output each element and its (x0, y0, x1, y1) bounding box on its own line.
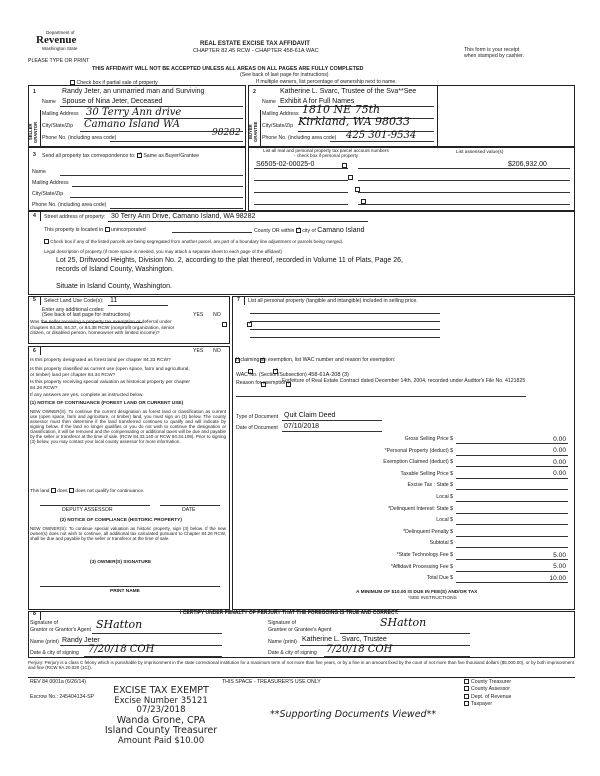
treasurer-copy-check[interactable] (464, 686, 469, 691)
stamp-line-1: EXCISE TAX EXEMPT (113, 685, 209, 696)
doc-date-value: 07/10/2018 (284, 423, 320, 430)
doc-type-label: Type of Document (236, 414, 279, 420)
land-does-not-check[interactable] (69, 488, 74, 493)
tax-row-line (456, 536, 568, 537)
located-label: This property is located in (44, 226, 104, 233)
treasurer-space-label: THIS SPACE - TREASURER'S USE ONLY (222, 679, 321, 685)
section-4-number: 4 (33, 213, 36, 219)
section-2-number: 2 (253, 89, 256, 95)
treasurer-copy-item[interactable] (464, 679, 511, 686)
tax-row-line (456, 455, 568, 456)
send-name-label: Name (32, 169, 46, 175)
segregated-label: Check box if any of the listed parcels are being segregated from another parcel, are part of a boundary line adjustment or parcels being merged. (50, 239, 343, 244)
seller-city-value: Camano Island WA (84, 119, 180, 130)
send-phone-label: Phone No. (including area code) (32, 202, 107, 208)
doc-type-value: Quit Claim Deed (284, 412, 336, 419)
legal-label: Legal description of property (if more space is needed, you may attach a separate sheet to each page of the affidavit) (44, 249, 282, 254)
grantee-name-label: Name (print) (268, 639, 297, 645)
s5-yes-header: YES (193, 312, 204, 318)
tax-row-label: Excise Tax : State $ (407, 482, 453, 489)
section-8-number: 8 (33, 611, 36, 617)
grantor-name-value: Randy Jeter (62, 637, 100, 644)
land-use-value: 11 (110, 297, 118, 304)
stamp-line-6: Amount Paid $10.00 (117, 735, 205, 746)
city-of-label: city of (302, 228, 316, 234)
exemption-claim-label: If claiming an exemption, list WAC number and reason for exemption: (236, 357, 396, 363)
supporting-docs-viewed: **Supporting Documents Viewed** (270, 709, 437, 720)
section-5-number: 5 (33, 297, 36, 303)
parcel-number-1: S6505-02-00025-0 (256, 161, 315, 168)
buyer-grantee-label: BUYER GRANTEE (248, 121, 258, 143)
land-does-check[interactable] (51, 488, 56, 493)
certify-statement: I CERTIFY UNDER PENALTY OF PERJURY THAT THE FOREGOING IS TRUE AND CORRECT. (180, 610, 399, 616)
street-label: Street address of property: (44, 214, 106, 220)
buyer-name-label: Name (262, 99, 276, 105)
partial-sale-check[interactable] (70, 80, 158, 87)
stamp-line-4: Wanda Grone, CPA (116, 714, 206, 726)
treasurer-copy-label: Taxpayer (471, 701, 493, 708)
street-value: 30 Terry Ann Drive, Camano Island, WA 98282 (111, 213, 256, 220)
seller-exemption-question: Was the seller receiving a property tax exemption or deferral under chapters 84.36, 84.37, or 84.38 RCW (nonprofit organization, senior citizen, or disabled person, homeowner with limited income)? (30, 320, 175, 337)
land-use-label: Select Land Use Code(s): (44, 298, 104, 304)
tax-row-line (456, 513, 568, 514)
land-does-not-label: does not qualify for continuance. (75, 488, 145, 494)
wac-value: 458-61A-208 (3) (308, 372, 349, 378)
buyer-mailing-label: Mailing Address (262, 111, 299, 117)
tax-row-line (456, 582, 568, 583)
seller-phone-label: Phone No. (including area code) (42, 135, 117, 141)
s6-no-header: NO (213, 348, 221, 354)
segregated-check[interactable] (44, 239, 49, 244)
city-value: Camano Island (317, 227, 365, 234)
grantor-date-label: Date & city of signing (30, 650, 79, 656)
assessed-header: List assessed value(s) (456, 150, 504, 155)
legal-line-3: Situate in Island County, Washington. (56, 283, 172, 290)
reason-value: Forfeiture of Real Estate Contract dated December 14th, 2004, recorded under Auditor's File No. 4121825 (282, 378, 526, 384)
treasurer-copy-list (464, 679, 511, 709)
wac-label: WAC No. (Section/Subsection) (236, 372, 307, 378)
partial-sale-label: Check box if partial sale of property (76, 79, 158, 86)
same-as-buyer-label: Same as Buyer/Grantee (143, 152, 199, 159)
treasurer-copy-check[interactable] (464, 701, 469, 706)
unincorporated-check[interactable] (105, 227, 110, 232)
form-chapter: CHAPTER 82.45 RCW - CHAPTER 458-61A WAC (193, 48, 319, 54)
s5-no-header: NO (213, 312, 221, 318)
personal-property-check-2[interactable] (348, 175, 353, 180)
tax-row-label: Subtotal $ (429, 540, 453, 547)
tax-row-value: 10.00 (549, 574, 566, 582)
tax-row-label: Total Due $ (426, 575, 453, 582)
treasurer-copy-check[interactable] (464, 679, 469, 684)
notice-continuance-body: NEW OWNER(S): To continue the current designation as forest land or classification as current use (open space, farm and agriculture, or timber) land, you must sign on (3) below. The county assessor must then determine if the land transferred continues to qualify and will indicate by signing below. If the land no longer qualifies or you do not wish to continue the designation or classification, it will be removed and the compensating or additional taxes will be due and payable by the seller or transferor at the time of sale. (RCW 84.33.140 or RCW 84.34.108). Prior to signing (3) below, you may contact your local county assessor for more information. (30, 409, 226, 445)
escrow-number: Escrow No.: 245404134-SP (30, 694, 95, 700)
grantor-date-value: 7/20/18 COH (88, 644, 155, 655)
buyer-city-value: Kirkland, WA 98033 (298, 115, 411, 128)
seller-name-label: Name (42, 99, 56, 105)
tax-row-value: 0.00 (553, 447, 566, 455)
tax-row-line (456, 478, 568, 479)
tax-row-label: Exemption Claimed (deduct) $ (383, 459, 453, 466)
dor-logo-line1: Department of (46, 30, 75, 35)
forest-question: Is this property designated as forest land per chapter 84.33 RCW? (30, 358, 171, 363)
tax-row-value: 5.00 (553, 551, 566, 559)
section-6-number: 6 (33, 348, 36, 354)
seller-exemption-yes[interactable] (222, 322, 227, 327)
dor-logo-line2: Revenue (36, 34, 77, 47)
print-name-label: PRINT NAME (110, 589, 140, 594)
grantor-signature: SHatton (96, 618, 143, 631)
personal-property-label: List all personal property (tangible and intangible) included in selling price. (248, 298, 418, 304)
buyer-phone-label: Phone No. (including area code) (262, 135, 337, 141)
tax-row-label: Local $ (436, 494, 453, 500)
notice-continuance-title: (1) NOTICE OF CONTINUANCE (FOREST LAND OR CURRENT USE) (30, 401, 184, 406)
legal-line-2: records of Island County, Washington. (56, 266, 174, 273)
additional-codes-label: Enter any additional codes: (42, 307, 105, 313)
land-does-label: does (57, 488, 68, 494)
buyer-city-label: City/State/Zip (262, 123, 294, 129)
grantee-sig-label: Signature of (268, 620, 296, 626)
warning-text: THIS AFFIDAVIT WILL NOT BE ACCEPTED UNLESS ALL AREAS ON ALL PAGES ARE FULLY COMPLETED (92, 66, 364, 72)
dor-logo-line3: Washington State (42, 46, 78, 52)
send-correspondence (42, 153, 199, 160)
buyer-name-line-1: Katherine L. Svarc, Trustee of the Sva**See (280, 88, 417, 95)
parcel-header: List all real and personal property tax parcel account numbers - check box if personal property (263, 148, 389, 159)
deputy-date-label: DATE (182, 507, 196, 513)
stamp-line-3: 07/23/2018 (136, 705, 186, 716)
buyer-phone-value: 425 301-9534 (346, 130, 417, 141)
tax-row-label: Local $ (436, 517, 453, 524)
segregated-row (44, 239, 343, 244)
tax-row-label: *Delinquent Penalty $ (403, 528, 453, 535)
treasurer-copy-item[interactable] (464, 686, 511, 693)
tax-row-line (456, 489, 568, 490)
excise-exempt-stamp (96, 686, 226, 746)
deputy-assessor-label: DEPUTY ASSESSOR (62, 507, 113, 513)
tax-row-line (456, 524, 568, 525)
tax-row-value: 0.00 (553, 458, 566, 466)
land-qualify-label: This land (30, 488, 50, 494)
notice-compliance-title: (2) NOTICE OF COMPLIANCE (HISTORIC PROPERTY) (60, 518, 182, 523)
seller-grantor-label: SELLER GRANTOR (28, 121, 38, 143)
tax-row-label: *Affidavit Processing Fee $ (390, 563, 453, 570)
tax-row-label: Gross Selling Price $ (404, 436, 453, 442)
owner-signature-label: (3) OWNER(S) SIGNATURE (90, 560, 152, 565)
personal-property-check-4[interactable] (361, 199, 366, 204)
stamp-line-5: Island County Treasurer (104, 725, 218, 737)
dor-logo (36, 30, 77, 51)
treasurer-copy-label: Dept. of Revenue (471, 693, 512, 700)
land-qualify-row (30, 488, 144, 494)
assessed-value-1: $206,932.00 (508, 161, 547, 168)
please-type: PLEASE TYPE OR PRINT (28, 58, 90, 64)
tax-row-label: *State Technology Fee $ (396, 552, 453, 558)
see-instructions-note: *SEE INSTRUCTIONS (408, 596, 457, 601)
additional-codes-note: (See back of last page for instructions) (42, 312, 131, 318)
current-use-question: Is this property classified as current use (open space, farm and agricultural, or timber) land per chapter 84.34 RCW? (30, 367, 190, 378)
tax-row-line (456, 571, 568, 572)
seller-name-line-2: Spouse of Nina Jeter, Deceased (62, 98, 163, 105)
send-mailing-label: Mailing Address (32, 180, 69, 186)
grantee-signature: SHatton (380, 616, 427, 629)
grantee-name-value: Katherine L. Svarc, Trustee (302, 636, 387, 643)
personal-property-check-1[interactable] (342, 163, 347, 168)
multiple-owners-note: If multiple owners, list percentage of ownership next to name. (256, 79, 397, 85)
treasurer-copy-check[interactable] (464, 694, 469, 699)
buyer-name-line-2: Exhibit A for Full Names (280, 98, 355, 105)
reason-label: Reason for exemption (236, 380, 287, 386)
seller-city-label: City/State/Zip (42, 123, 74, 129)
grantor-name-label: Name (print) (30, 639, 59, 645)
section-3-number: 3 (33, 152, 36, 158)
city-of-check[interactable] (296, 228, 301, 233)
if-yes-note: If any answers are yes, complete as instructed below. (30, 393, 144, 398)
tax-row-line (456, 501, 568, 502)
send-correspondence-label: Send all property tax correspondence to: (42, 152, 136, 159)
tax-row-line (456, 466, 568, 467)
section-2-extension (438, 85, 575, 147)
tax-row-value: 0.00 (553, 470, 566, 478)
form-title: REAL ESTATE EXCISE TAX AFFIDAVIT (200, 41, 310, 47)
grantor-agent-label: Grantor or Grantor's Agent (30, 627, 91, 633)
legal-line-1: Lot 25, Driftwood Heights, Division No. 2, according to the plat thereof, recorded in Volume 11 of Plats, Page 26, (56, 257, 403, 264)
treasurer-copy-item[interactable] (464, 694, 511, 701)
tax-row-line (456, 559, 568, 560)
tax-row-label: Taxable Selling Price $ (400, 470, 453, 477)
tax-row-line (456, 547, 568, 548)
seller-zip-value: 98282 (212, 128, 241, 138)
receipt-note-1: This form is your receipt (464, 47, 520, 53)
unincorporated-label: unincorporated (111, 226, 146, 233)
section-7-number: 7 (237, 297, 240, 303)
perjury-statement: Perjury: Perjury is a class C felony which is punishable by imprisonment in the state correctional institution for a maximum term of not more than five years, or by a fine in an amount fixed by the court of not more than five thousand dollars ($5,000.00), or by both imprisonment and fine (RCW 9A.20.020 (1C)). (28, 660, 575, 671)
county-row (254, 227, 364, 235)
county-label: County OR within (254, 228, 295, 234)
historic-question: Is this property receiving special valuation as historical property per chapter 84.26 RCW? (30, 380, 190, 391)
treasurer-copy-label: County Treasurer (471, 678, 512, 685)
tax-row-label: *Delinquent Interest: State $ (388, 505, 453, 512)
minimum-fee-note: A MINIMUM OF $10.00 IS DUE IN FEE(S) AND/OR TAX (356, 590, 478, 595)
stamp-line-2: Excise Number 35121 (114, 695, 208, 706)
s6-yes-header: YES (193, 348, 204, 354)
seller-mailing-label: Mailing Address (42, 111, 79, 117)
tax-row-value: 5.00 (553, 563, 566, 571)
tax-row-value: 0.00 (553, 435, 566, 443)
notice-compliance-body: NEW OWNER(S): To continue special valuation as historic property, sign (3) below. If the new owner(s) does not wish to continue, all additional tax calculated pursuant to Chapter 84.26 RCW, shall be due and payable by the seller or transferor at the time of sale. (30, 526, 226, 542)
grantee-agent-label: Grantee or Grantee's Agent (268, 627, 332, 633)
tax-row-label: *Personal Property (deduct) $ (384, 447, 453, 454)
receipt-note-2: when stamped by cashier. (464, 53, 524, 59)
seller-name-line-1: Randy Jeter, an unmarried man and Surviving (62, 88, 205, 95)
tax-row-line (456, 443, 568, 444)
revision-code: REV 84 0001a (6/26/14) (30, 679, 86, 685)
grantee-date-label: Date & city of signing (268, 650, 317, 656)
treasurer-copy-label: County Assessor (471, 686, 510, 693)
grantee-date-value: 7/20/18 COH (326, 644, 393, 655)
grantor-sig-label: Signature of (30, 620, 58, 626)
see-back-note: (See back of last page for instructions) (240, 72, 329, 78)
buyer-mailing-value: 1810 NE 75th (302, 103, 381, 116)
personal-property-check-3[interactable] (355, 187, 360, 192)
section-1-number: 1 (33, 89, 36, 95)
seller-mailing-value: 30 Terry Ann drive (86, 107, 182, 118)
doc-date-label: Date of Document (236, 425, 278, 431)
located-row (44, 227, 146, 234)
treasurer-copy-item[interactable] (464, 701, 511, 708)
same-as-buyer-check[interactable] (137, 153, 142, 158)
send-city-label: City/State/Zip (32, 191, 64, 197)
